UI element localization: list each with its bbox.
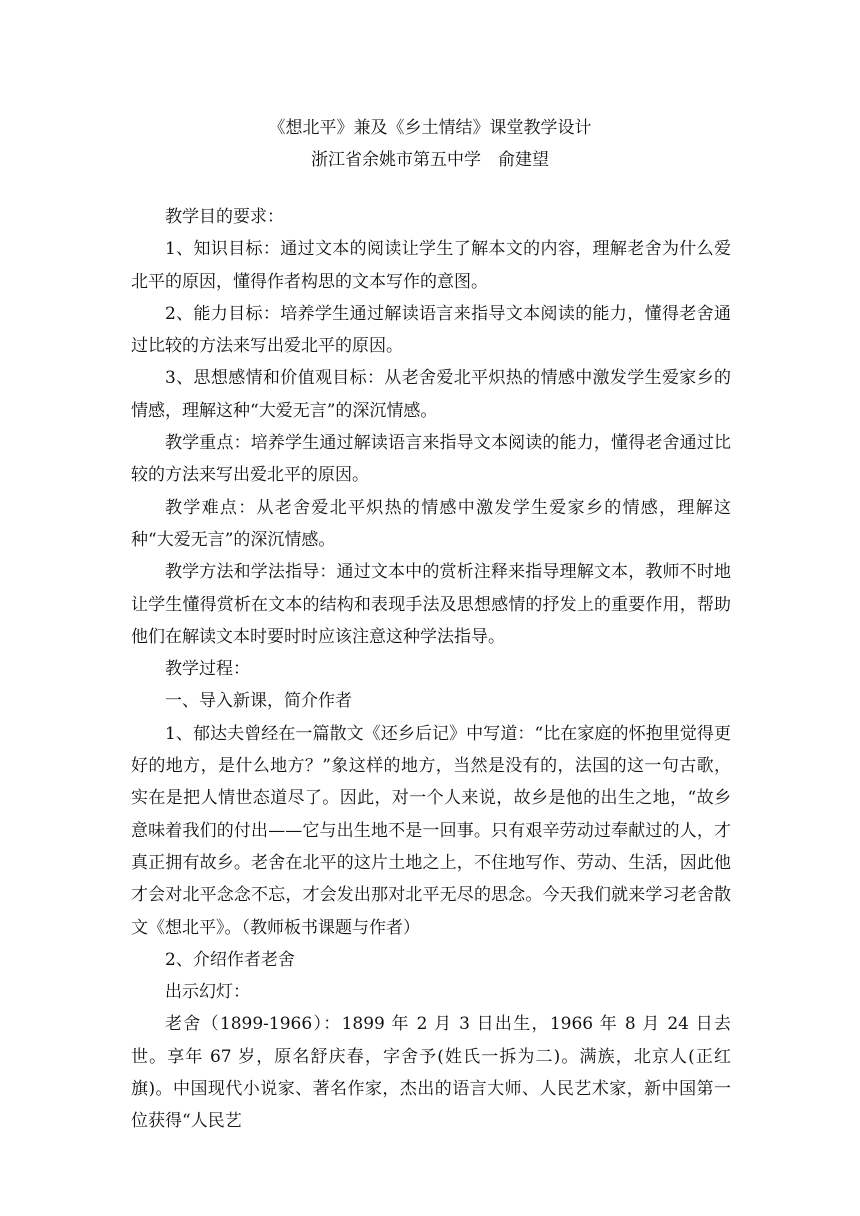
document-body <box>131 201 731 1138</box>
paragraph: 教学方法和学法指导：通过文本中的赏析注释来指导理解文本，教师不时地让学生懂得赏析在文本的结构和表现手法及思想感情的抒发上的重要作用，帮助他们在解读文本时要时时应该注意这种学法指导。 <box>131 562 731 647</box>
paragraph: 3、思想感情和价值观目标：从老舍爱北平炽热的情感中激发学生爱家乡的情感，理解这种“大爱无言”的深沉情感。 <box>131 368 731 421</box>
paragraph: 2、能力目标：培养学生通过解读语言来指导文本阅读的能力，懂得老舍通过比较的方法来写出爱北平的原因。 <box>131 303 731 357</box>
paragraph: 1、郁达夫曾经在一篇散文《还乡后记》中写道：“比在家庭的怀抱里觉得更好的地方，是什么地方？”象这样的地方，当然是没有的，法国的这一句古歌，实在是把人情世态道尽了。因此，对一个人来说，故乡是他的出生之地，“故乡意味着我们的付出——它与出生地不是一回事。只有艰辛劳动过奉献过的人，才真正拥有故乡。老舍在北平的这片土地之上，不住地写作、劳动、生活，因此他才会对北平念念不忘，才会发出那对北平无尽的思念。今天我们就来学习老舍散文《想北平》。（教师板书课题与作者） <box>131 723 731 938</box>
document-title: 《想北平》兼及《乡土情结》课堂教学设计 <box>268 118 592 138</box>
paragraph: 出示幻灯： <box>165 982 250 1003</box>
paragraph: 教学目的要求： <box>165 207 284 227</box>
author-line: 浙江省余姚市第五中学 俞建望 <box>311 150 549 170</box>
paragraph: 1、知识目标：通过文本的阅读让学生了解本文的内容，理解老舍为什么爱北平的原因，懂得作者构思的文本写作的意图。 <box>131 239 731 292</box>
paragraph: 教学难点：从老舍爱北平炽热的情感中激发学生爱家乡的情感，理解这种“大爱无言”的深沉情感。 <box>131 497 731 550</box>
paragraph: 教学过程： <box>165 659 250 680</box>
paragraph: 2、介绍作者老舍 <box>165 949 295 970</box>
paragraph: 老舍（1899-1966）：1899 年 2 月 3 日出生，1966 年 8 月 24 日去世。享年 67 岁，原名舒庆春，字舍予(姓氏一拆为二)。满族，北京人(正红旗)。中国现代小说家、著名作家，杰出的语言大师、人民艺术家，新中国第一位获得“人民艺 <box>131 1014 731 1132</box>
paragraph: 一、导入新课，简介作者 <box>165 691 352 712</box>
paragraph: 教学重点：培养学生通过解读语言来指导文本阅读的能力，懂得老舍通过比较的方法来写出爱北平的原因。 <box>131 433 731 486</box>
